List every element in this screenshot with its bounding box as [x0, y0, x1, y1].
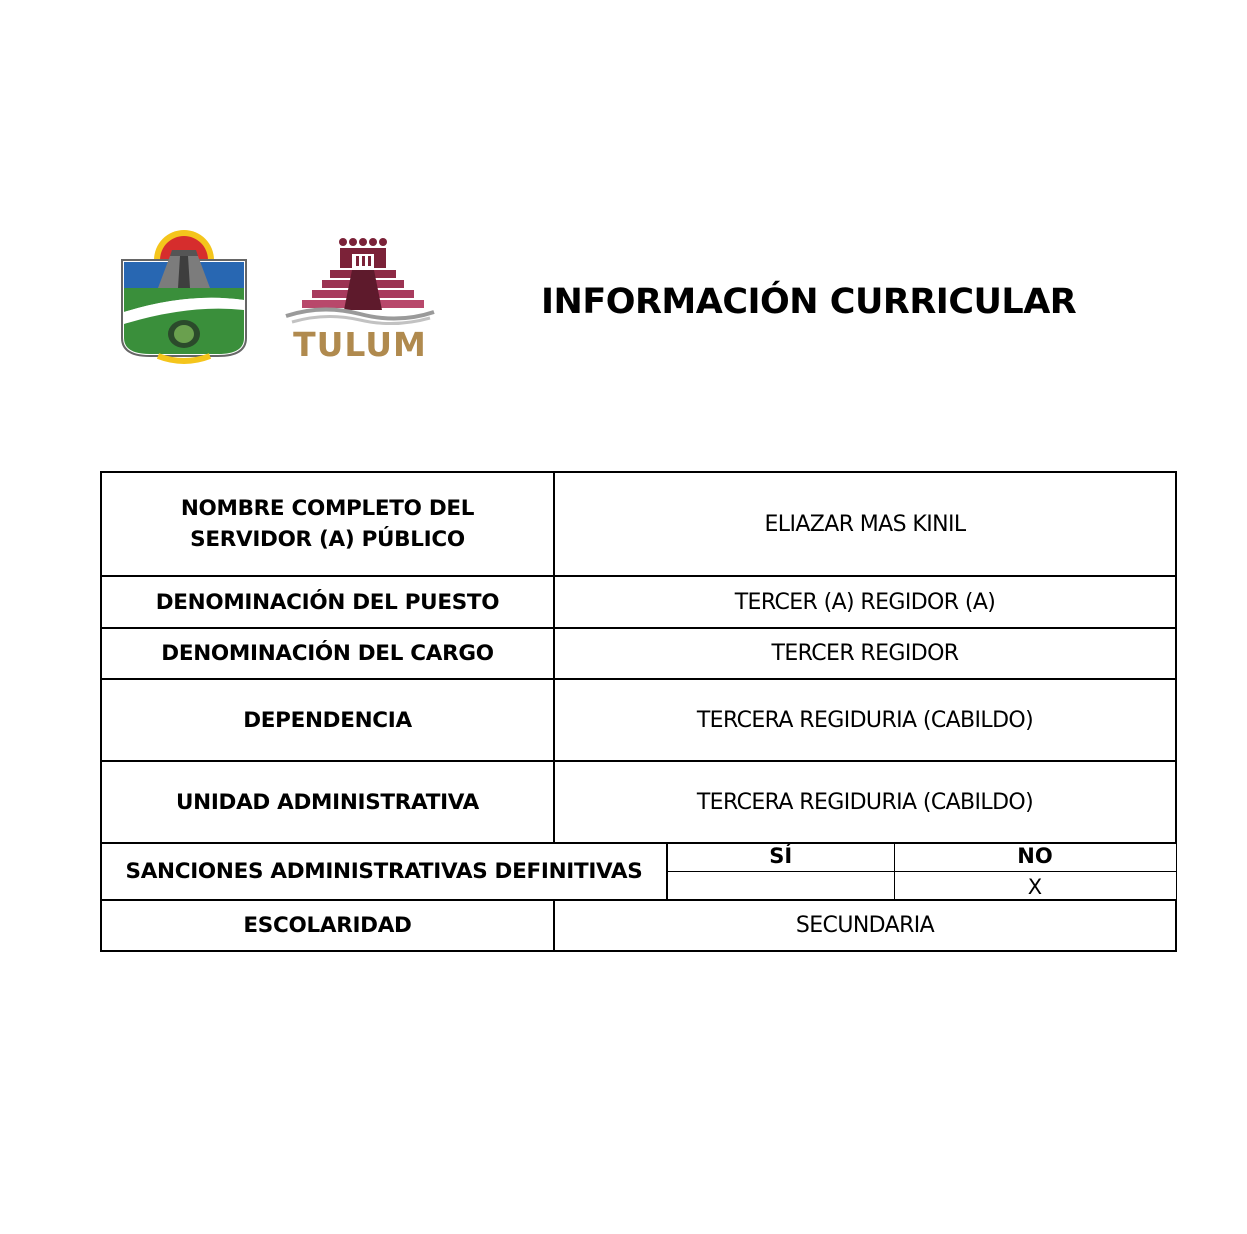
- page-title: INFORMACIÓN CURRICULAR: [541, 282, 1077, 322]
- svg-text:TULUM: TULUM: [293, 325, 427, 362]
- table-row: [101, 679, 1176, 761]
- table-row: [101, 900, 1176, 951]
- table-row-sanciones: [101, 843, 1176, 872]
- sanciones-no-mark: X: [894, 872, 1176, 901]
- row-label-unidad: UNIDAD ADMINISTRATIVA: [101, 761, 554, 843]
- sanciones-yes-mark: [667, 872, 894, 901]
- state-coat-of-arms-icon: [118, 226, 250, 366]
- row-label-dependencia: DEPENDENCIA: [101, 679, 554, 761]
- row-value-nombre: ELIAZAR MAS KINIL: [554, 472, 1176, 576]
- row-value-dependencia: TERCERA REGIDURIA (CABILDO): [554, 679, 1176, 761]
- sanciones-yes-header: SÍ: [667, 843, 894, 872]
- table-row: [101, 576, 1176, 628]
- row-value-escolaridad: SECUNDARIA: [554, 900, 1176, 951]
- sanciones-no-header: NO: [894, 843, 1176, 872]
- table-row: [101, 472, 1176, 576]
- curricular-info-table: [100, 471, 1177, 952]
- row-value-puesto: TERCER (A) REGIDOR (A): [554, 576, 1176, 628]
- row-value-unidad: TERCERA REGIDURIA (CABILDO): [554, 761, 1176, 843]
- table-row: [101, 761, 1176, 843]
- table-row: [101, 628, 1176, 679]
- row-value-cargo: TERCER REGIDOR: [554, 628, 1176, 679]
- row-label-sanciones: SANCIONES ADMINISTRATIVAS DEFINITIVAS: [101, 843, 667, 900]
- tulum-logo-icon: [282, 234, 438, 362]
- row-label-escolaridad: ESCOLARIDAD: [101, 900, 554, 951]
- row-label-nombre: NOMBRE COMPLETO DEL SERVIDOR (A) PÚBLICO: [101, 472, 554, 576]
- row-label-cargo: DENOMINACIÓN DEL CARGO: [101, 628, 554, 679]
- row-label-puesto: DENOMINACIÓN DEL PUESTO: [101, 576, 554, 628]
